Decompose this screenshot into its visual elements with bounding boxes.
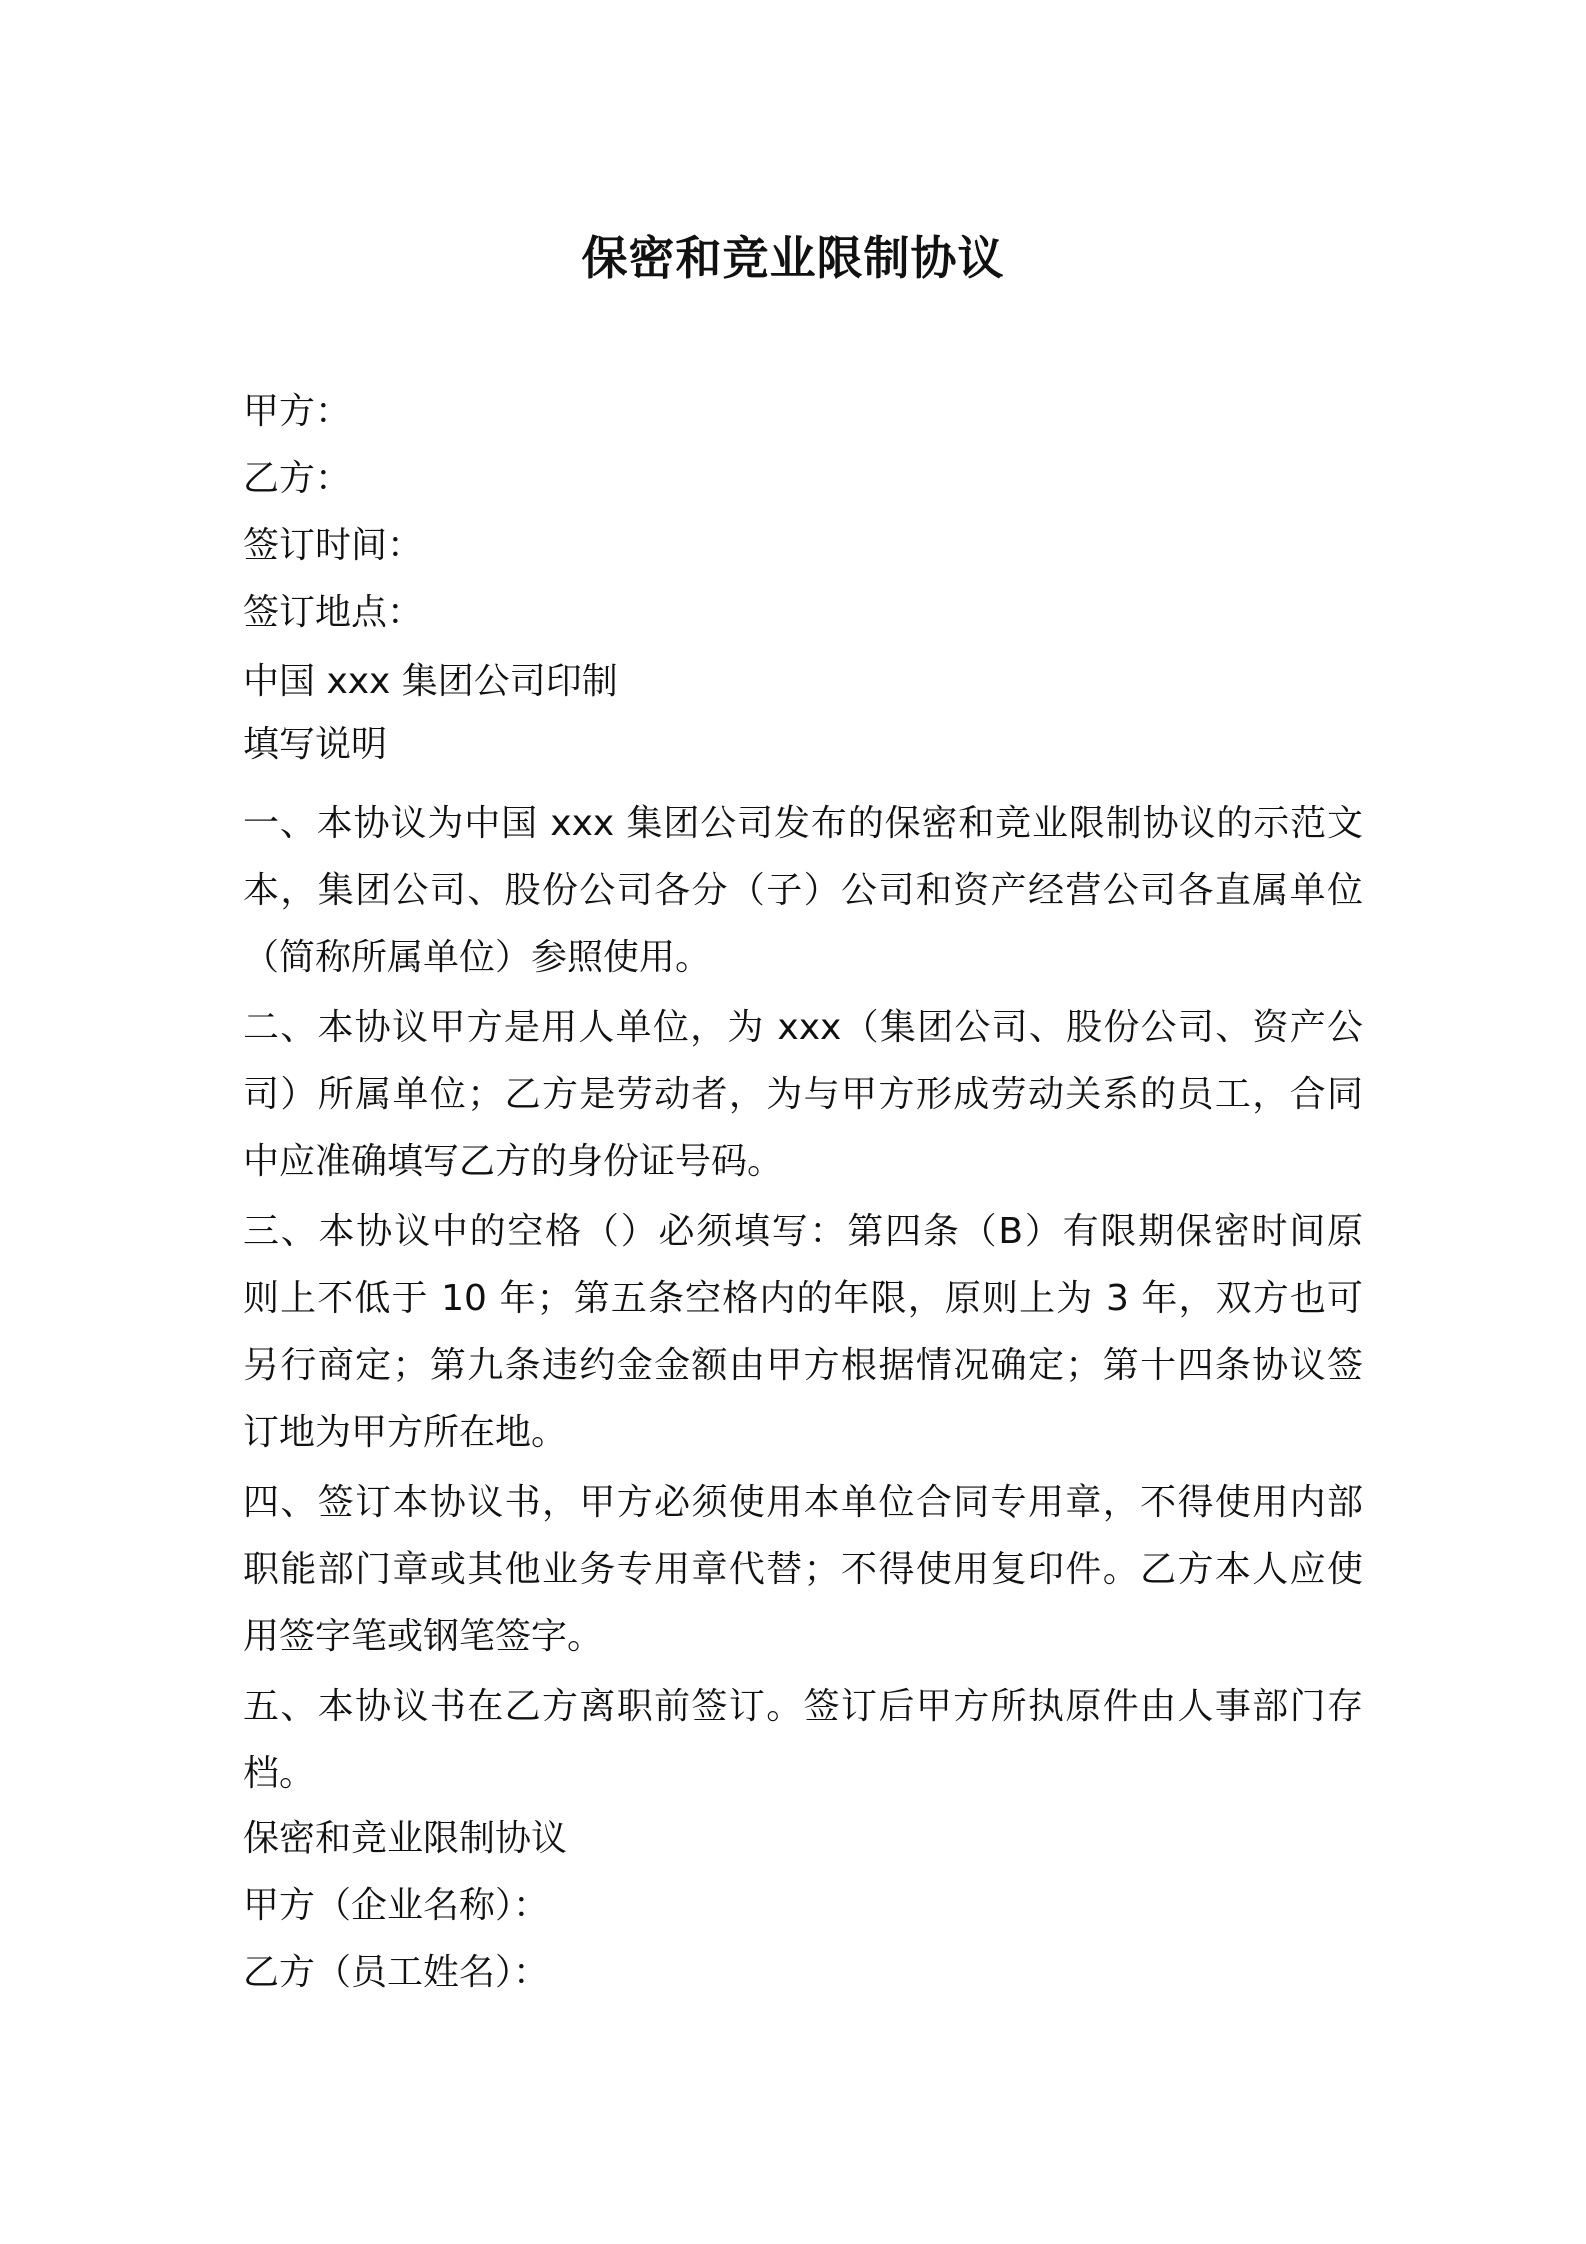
agreement-heading: 保密和竞业限制协议: [243, 1818, 568, 1859]
instruction-line: 五、本协议书在乙方离职前签订。签订后甲方所执原件由人事部门存: [243, 1686, 1363, 1727]
party-a-field: 甲方：: [243, 391, 352, 432]
instruction-line: 订地为甲方所在地。: [243, 1412, 568, 1453]
printer-line: 中国 xxx 集团公司印制: [243, 661, 618, 702]
printer-block: [243, 650, 1363, 776]
agreement-start: [243, 1805, 1363, 2006]
instruction-item-2: [243, 994, 1363, 1195]
instruction-line: 二、本协议甲方是用人单位，为 xxx（集团公司、股份公司、资产公: [243, 1007, 1363, 1048]
instruction-line: 档。: [243, 1753, 316, 1794]
instruction-item-3: [243, 1198, 1363, 1466]
employee-name-field: 乙方（员工姓名）：: [243, 1952, 550, 1993]
instruction-line: 一、本协议为中国 xxx 集团公司发布的保密和竞业限制协议的示范文: [243, 803, 1363, 844]
instruction-line: 四、签订本协议书，甲方必须使用本单位合同专用章，不得使用内部: [243, 1482, 1363, 1523]
instruction-line: 司）所属单位；乙方是劳动者，为与甲方形成劳动关系的员工，合同: [243, 1074, 1363, 1115]
instruction-line: 则上不低于 10 年；第五条空格内的年限，原则上为 3 年，双方也可: [243, 1278, 1363, 1319]
company-name-field: 甲方（企业名称）：: [243, 1885, 550, 1926]
instruction-line: 职能部门章或其他业务专用章代替；不得使用复印件。乙方本人应使: [243, 1549, 1363, 1590]
header-fields: [243, 378, 1363, 646]
instructions-list: [243, 790, 1363, 1810]
instruction-line: 中应准确填写乙方的身份证号码。: [243, 1141, 784, 1182]
signing-place-field: 签订地点：: [243, 592, 424, 633]
instruction-item-1: [243, 790, 1363, 991]
document-title: 保密和竞业限制协议: [581, 231, 1005, 285]
instruction-item-4: [243, 1469, 1363, 1670]
instructions-heading: 填写说明: [243, 724, 388, 765]
instruction-line: 用签字笔或钢笔签字。: [243, 1616, 604, 1657]
instruction-line: 三、本协议中的空格（）必须填写：第四条（B）有限期保密时间原: [243, 1211, 1363, 1252]
instruction-item-5: [243, 1673, 1363, 1807]
signing-time-field: 签订时间：: [243, 525, 424, 566]
instruction-line: 另行商定；第九条违约金金额由甲方根据情况确定；第十四条协议签: [243, 1345, 1363, 1386]
instruction-line: 本，集团公司、股份公司各分（子）公司和资产经营公司各直属单位: [243, 870, 1363, 911]
party-b-field: 乙方：: [243, 458, 352, 499]
instruction-line: （简称所属单位）参照使用。: [243, 937, 712, 978]
